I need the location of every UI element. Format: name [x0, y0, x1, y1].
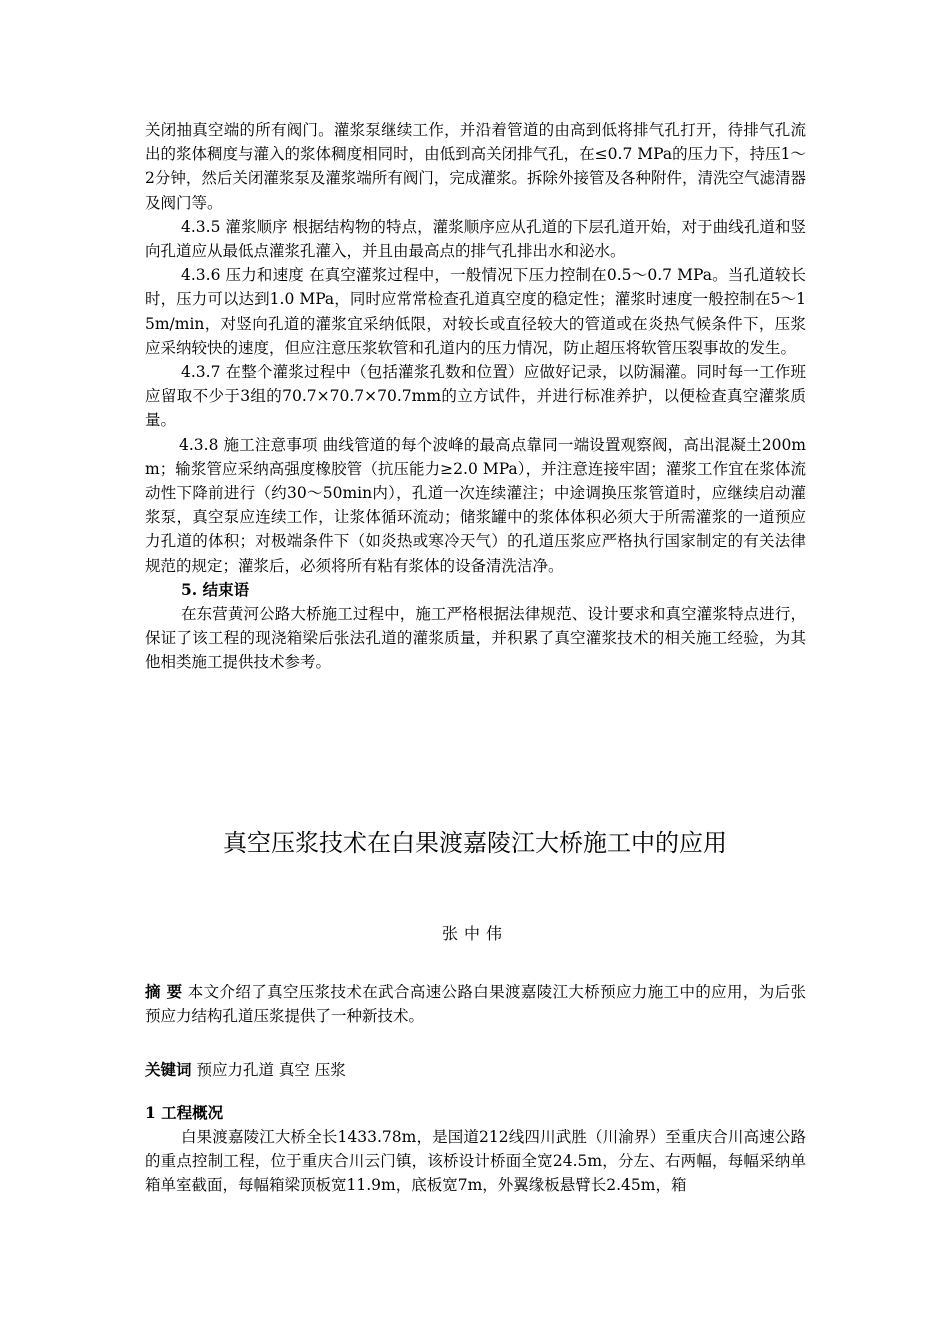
section-1-heading: 1 工程概况 — [145, 1102, 224, 1122]
paragraph-4-3-5: 4.3.5 灌浆顺序 根据结构物的特点，灌浆顺序应从孔道的下层孔道开始，对于曲线孔道和竖向孔道应从最低点灌浆孔灌入，并且由最高点的排气孔排出水和泌水。 — [145, 217, 806, 261]
author-name: 张中伟 — [441, 924, 508, 943]
keywords-text: 预应力孔道 真空 压浆 — [196, 1061, 346, 1080]
paragraph-grouting-closing: 关闭抽真空端的所有阀门。灌浆泵继续工作，并沿着管道的由高到低将排气孔打开，待排气孔流出的浆体稠度与灌入的浆体稠度相同时，由低到高关闭排气孔，在≤0.7 MPa的压力下，持压1～2分钟，然后关闭灌浆泵及灌浆端所有阀门，完成灌浆。拆除外接管及各种附件，清洗空气滤清器及阀门等。 — [145, 121, 806, 212]
article-title: 真空压浆技术在白果渡嘉陵江大桥施工中的应用 — [223, 829, 727, 857]
abstract-label: 摘 要 — [145, 982, 183, 1001]
paragraph-4-3-6: 4.3.6 压力和速度 在真空灌浆过程中，一般情况下压力控制在0.5～0.7 MPa。当孔道较长时，压力可以达到1.0 MPa，同时应常常检查孔道真空度的稳定性；灌浆时速度一般控制在5～15m/min，对竖向孔道的灌浆宜采纳低限，对较长或直径较大的管道或在炎热气候条件下，压浆应采纳较快的速度，但应注意压浆软管和孔道内的压力情况，防止超压将软管压裂事故的发生。 — [145, 266, 806, 357]
article-front-matter — [145, 980, 806, 1197]
section-1-paragraph: 白果渡嘉陵江大桥全长1433.78m，是国道212线四川武胜（川渝界）至重庆合川高速公路的重点控制工程，位于重庆合川云门镇，该桥设计桥面全宽24.5m，分左、右两幅，每幅采纳单箱单室截面，每幅箱梁顶板宽11.9m，底板宽7m，外翼缘板悬臂长2.45m，箱 — [145, 1127, 806, 1195]
abstract — [145, 980, 806, 1028]
conclusion-paragraph: 在东营黄河公路大桥施工过程中，施工严格根据法律规范、设计要求和真空灌浆特点进行，保证了该工程的现浇箱梁后张法孔道的灌浆质量，并积累了真空灌浆技术的相关施工经验，为其他相类施工提供技术参考。 — [145, 605, 806, 672]
page-body-top — [145, 118, 806, 675]
keywords-label: 关键词 — [145, 1060, 192, 1080]
keywords — [145, 1058, 806, 1082]
conclusion-heading: 5. 结束语 — [181, 579, 250, 599]
paragraph-4-3-8: 4.3.8 施工注意事项 曲线管道的每个波峰的最高点靠同一端设置观察阀，高出混凝土200mm；输浆管应采纳高强度橡胶管（抗压能力≥2.0 MPa），并注意连接牢固；灌浆工作宜在浆体流动性下降前进行（约30～50min内），孔道一次连续灌注；中途调换压浆管道时，应继续启动灌浆泵，真空泵应连续工作，让浆体循环流动；储浆罐中的浆体体积必须大于所需灌浆的一道预应力孔道的体积；对极端条件下（如炎热或寒冷天气）的孔道压浆应严格执行国家制定的有关法律规范的规定；灌浆后，必须将所有粘有浆体的设备清洗洁净。 — [145, 435, 806, 575]
abstract-text: 本文介绍了真空压浆技术在武合高速公路白果渡嘉陵江大桥预应力施工中的应用，为后张预应力结构孔道压浆提供了一种新技术。 — [145, 983, 806, 1026]
paragraph-4-3-7: 4.3.7 在整个灌浆过程中（包括灌浆孔数和位置）应做好记录，以防漏灌。同时每一工作班应留取不少于3组的70.7×70.7×70.7mm的立方试件，并进行标准养护，以便检查真空灌浆质量。 — [145, 363, 806, 430]
